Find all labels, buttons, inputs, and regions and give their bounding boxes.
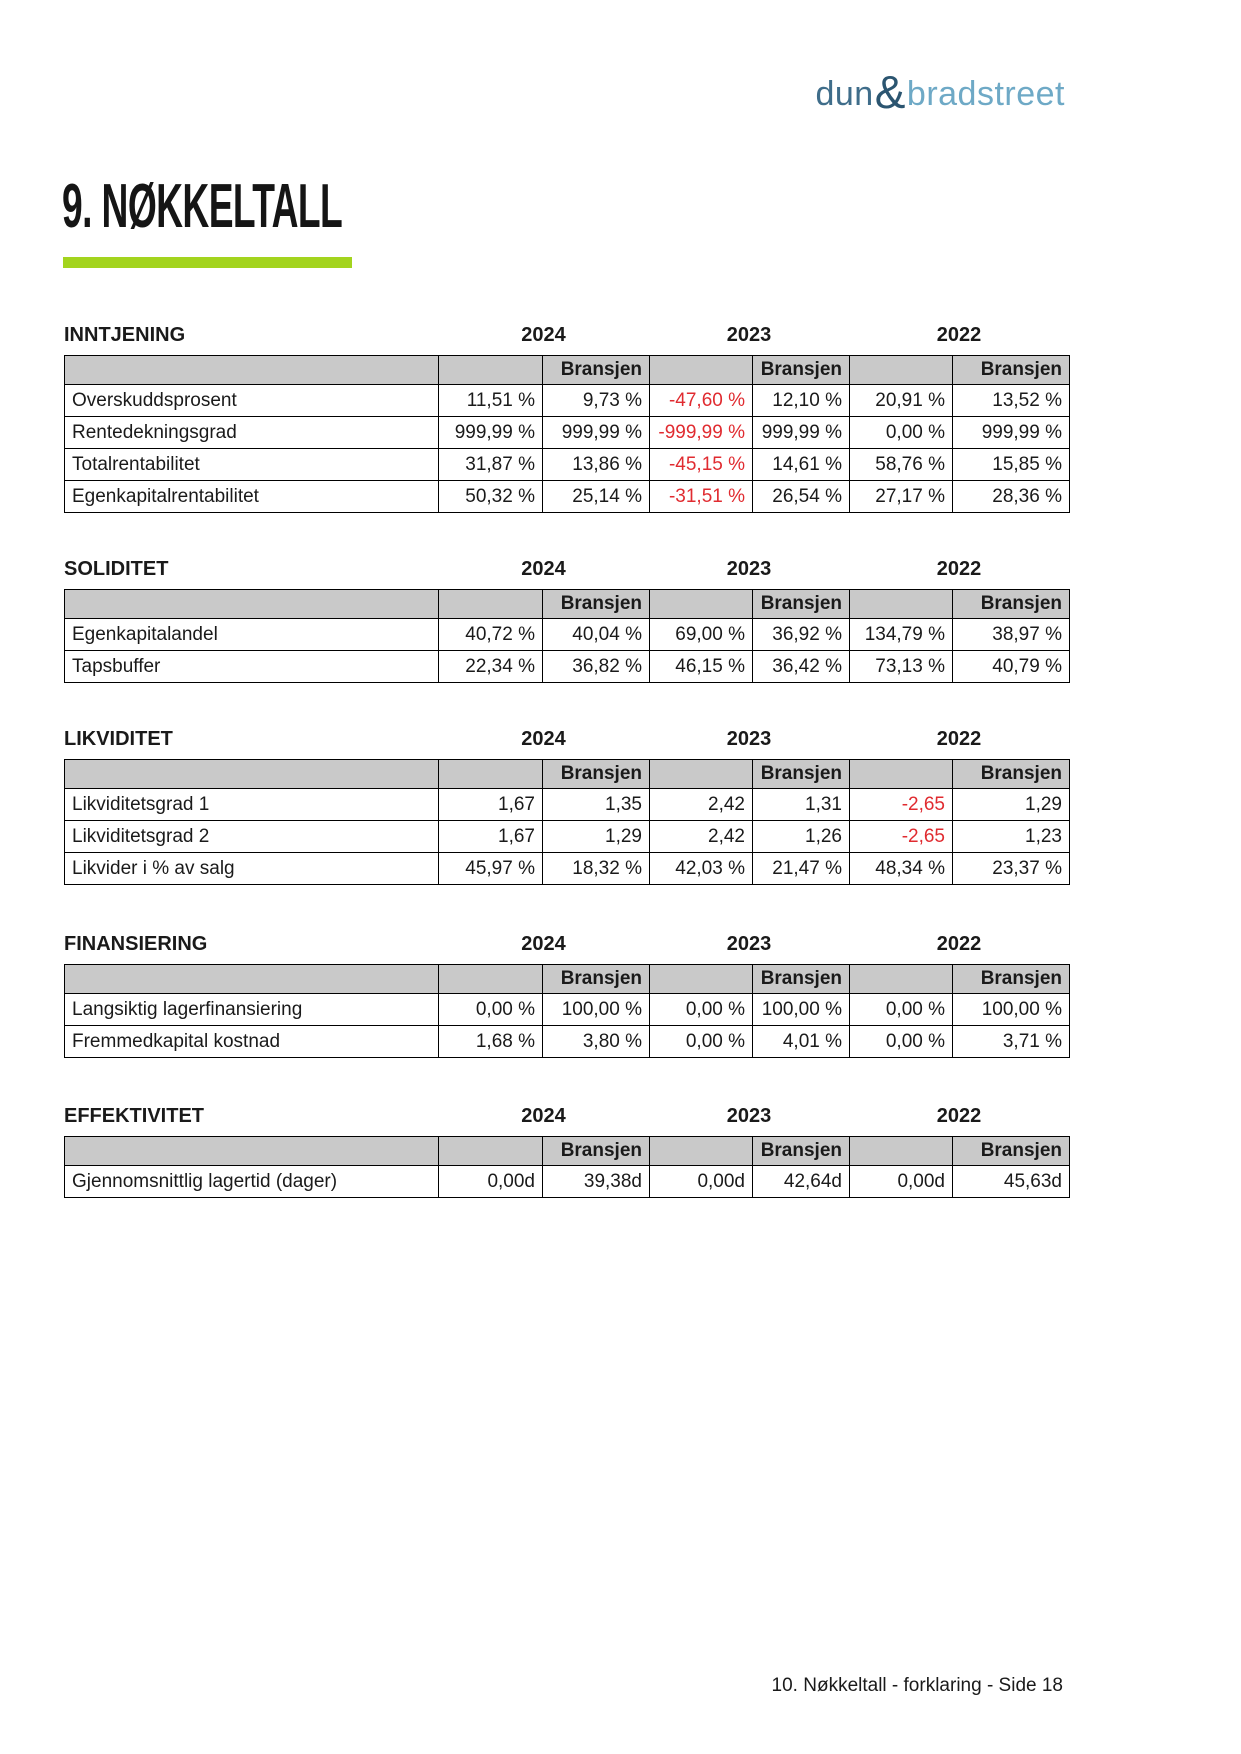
cell-value: 0,00 % (850, 994, 953, 1026)
cell-value: 73,13 % (850, 651, 953, 683)
header-company-cell (650, 1137, 753, 1166)
header-spacer-cell (65, 356, 439, 385)
cell-value: 1,23 (953, 821, 1070, 853)
cell-value: 27,17 % (850, 481, 953, 513)
dun-bradstreet-logo (815, 66, 1065, 118)
cell-value: 999,99 % (439, 417, 543, 449)
cell-value: 14,61 % (753, 449, 850, 481)
cell-value: 20,91 % (850, 385, 953, 417)
year-label: 2024 (521, 728, 566, 750)
table-header-row (65, 965, 1070, 994)
cell-value: 100,00 % (543, 994, 650, 1026)
cell-value: 40,79 % (953, 651, 1070, 683)
cell-value: 38,97 % (953, 619, 1070, 651)
cell-value: 18,32 % (543, 853, 650, 885)
section-soliditet (64, 558, 1069, 683)
section-effektivitet (64, 1105, 1069, 1198)
logo-text-dun: dun (815, 75, 874, 113)
cell-value: -2,65 (850, 789, 953, 821)
cell-value: 1,67 (439, 789, 543, 821)
page-title: 9. NØKKELTALL (62, 172, 343, 241)
cell-value: 45,97 % (439, 853, 543, 885)
cell-value: 1,26 (753, 821, 850, 853)
bransjen-header: Bransjen (953, 965, 1070, 994)
section-heading-row (64, 933, 1069, 955)
cell-value: 9,73 % (543, 385, 650, 417)
row-label: Overskuddsprosent (65, 385, 439, 417)
bransjen-header: Bransjen (753, 1137, 850, 1166)
cell-value: 48,34 % (850, 853, 953, 885)
section-heading-row (64, 1105, 1069, 1127)
cell-value: 69,00 % (650, 619, 753, 651)
table-header-row (65, 1137, 1070, 1166)
cell-value: -31,51 % (650, 481, 753, 513)
cell-value: 58,76 % (850, 449, 953, 481)
table-row (65, 1166, 1070, 1198)
table-header-row (65, 356, 1070, 385)
cell-value: 0,00 % (439, 994, 543, 1026)
table-header-row (65, 590, 1070, 619)
cell-value: 1,67 (439, 821, 543, 853)
header-company-cell (439, 965, 543, 994)
cell-value: -2,65 (850, 821, 953, 853)
cell-value: 999,99 % (953, 417, 1070, 449)
year-label: 2022 (936, 933, 982, 955)
bransjen-header: Bransjen (953, 590, 1070, 619)
cell-value: 40,72 % (439, 619, 543, 651)
bransjen-header: Bransjen (753, 590, 850, 619)
section-heading-row (64, 324, 1069, 346)
row-label: Fremmedkapital kostnad (65, 1026, 439, 1058)
cell-value: 0,00d (650, 1166, 753, 1198)
header-company-cell (650, 356, 753, 385)
bransjen-header: Bransjen (543, 356, 650, 385)
section-title: EFFEKTIVITET (64, 1105, 204, 1127)
row-label: Langsiktig lagerfinansiering (65, 994, 439, 1026)
row-label: Rentedekningsgrad (65, 417, 439, 449)
ratio-table (64, 355, 1070, 513)
year-label: 2023 (726, 324, 772, 346)
cell-value: 42,03 % (650, 853, 753, 885)
table-row (65, 385, 1070, 417)
ratio-table (64, 1136, 1070, 1198)
cell-value: 36,92 % (753, 619, 850, 651)
bransjen-header: Bransjen (753, 356, 850, 385)
row-label: Likviditetsgrad 1 (65, 789, 439, 821)
row-label: Egenkapitalandel (65, 619, 439, 651)
cell-value: 100,00 % (753, 994, 850, 1026)
cell-value: 0,00 % (650, 1026, 753, 1058)
year-label: 2023 (726, 558, 772, 580)
bransjen-header: Bransjen (953, 760, 1070, 789)
row-label: Likvider i % av salg (65, 853, 439, 885)
logo-text-bradstreet: bradstreet (906, 75, 1065, 113)
cell-value: 0,00 % (850, 1026, 953, 1058)
header-company-cell (650, 965, 753, 994)
table-row (65, 449, 1070, 481)
year-label: 2023 (726, 728, 772, 750)
cell-value: 13,52 % (953, 385, 1070, 417)
cell-value: 15,85 % (953, 449, 1070, 481)
cell-value: 23,37 % (953, 853, 1070, 885)
header-company-cell (850, 760, 953, 789)
cell-value: 21,47 % (753, 853, 850, 885)
section-finansiering (64, 933, 1069, 1058)
bransjen-header: Bransjen (753, 760, 850, 789)
cell-value: 22,34 % (439, 651, 543, 683)
cell-value: 46,15 % (650, 651, 753, 683)
year-label: 2023 (726, 1105, 772, 1127)
header-company-cell (650, 760, 753, 789)
year-label: 2023 (726, 933, 772, 955)
cell-value: -999,99 % (650, 417, 753, 449)
section-heading-row (64, 558, 1069, 580)
cell-value: 50,32 % (439, 481, 543, 513)
table-row (65, 789, 1070, 821)
cell-value: 13,86 % (543, 449, 650, 481)
table-row (65, 481, 1070, 513)
section-title: INNTJENING (64, 324, 186, 346)
year-label: 2022 (936, 558, 982, 580)
cell-value: 3,71 % (953, 1026, 1070, 1058)
cell-value: 0,00d (439, 1166, 543, 1198)
logo-ampersand-icon: & (874, 66, 906, 118)
cell-value: 36,82 % (543, 651, 650, 683)
bransjen-header: Bransjen (953, 356, 1070, 385)
table-row (65, 853, 1070, 885)
header-company-cell (850, 965, 953, 994)
cell-value: 0,00 % (650, 994, 753, 1026)
cell-value: 42,64d (753, 1166, 850, 1198)
cell-value: 36,42 % (753, 651, 850, 683)
header-spacer-cell (65, 1137, 439, 1166)
cell-value: 3,80 % (543, 1026, 650, 1058)
cell-value: 39,38d (543, 1166, 650, 1198)
page-footer: 10. Nøkkeltall - forklaring - Side 18 (771, 1675, 1063, 1696)
table-row (65, 651, 1070, 683)
header-company-cell (850, 1137, 953, 1166)
cell-value: 31,87 % (439, 449, 543, 481)
header-spacer-cell (65, 965, 439, 994)
cell-value: 1,29 (953, 789, 1070, 821)
section-heading-row (64, 728, 1069, 750)
row-label: Totalrentabilitet (65, 449, 439, 481)
cell-value: 134,79 % (850, 619, 953, 651)
bransjen-header: Bransjen (953, 1137, 1070, 1166)
cell-value: 1,29 (543, 821, 650, 853)
cell-value: 999,99 % (753, 417, 850, 449)
cell-value: 1,31 (753, 789, 850, 821)
header-company-cell (650, 590, 753, 619)
year-label: 2022 (936, 1105, 982, 1127)
year-label: 2024 (521, 324, 566, 346)
header-spacer-cell (65, 760, 439, 789)
section-title: LIKVIDITET (64, 728, 173, 750)
cell-value: 0,00 % (850, 417, 953, 449)
ratio-table (64, 759, 1070, 885)
ratio-table (64, 964, 1070, 1058)
cell-value: 28,36 % (953, 481, 1070, 513)
cell-value: -47,60 % (650, 385, 753, 417)
cell-value: 12,10 % (753, 385, 850, 417)
bransjen-header: Bransjen (543, 965, 650, 994)
header-company-cell (439, 590, 543, 619)
row-label: Likviditetsgrad 2 (65, 821, 439, 853)
year-label: 2022 (936, 728, 982, 750)
table-row (65, 1026, 1070, 1058)
cell-value: 999,99 % (543, 417, 650, 449)
header-company-cell (850, 356, 953, 385)
section-inntjening (64, 324, 1069, 513)
table-row (65, 619, 1070, 651)
year-label: 2024 (521, 933, 566, 955)
cell-value: 11,51 % (439, 385, 543, 417)
title-accent-bar (63, 257, 352, 268)
cell-value: 100,00 % (953, 994, 1070, 1026)
table-header-row (65, 760, 1070, 789)
bransjen-header: Bransjen (543, 590, 650, 619)
row-label: Egenkapitalrentabilitet (65, 481, 439, 513)
year-label: 2024 (521, 558, 566, 580)
ratio-table (64, 589, 1070, 683)
bransjen-header: Bransjen (753, 965, 850, 994)
bransjen-header: Bransjen (543, 760, 650, 789)
table-row (65, 821, 1070, 853)
cell-value: 2,42 (650, 789, 753, 821)
header-spacer-cell (65, 590, 439, 619)
header-company-cell (439, 356, 543, 385)
cell-value: 4,01 % (753, 1026, 850, 1058)
section-title: SOLIDITET (64, 558, 169, 580)
cell-value: 40,04 % (543, 619, 650, 651)
cell-value: 1,35 (543, 789, 650, 821)
section-likviditet (64, 728, 1069, 885)
cell-value: 0,00d (850, 1166, 953, 1198)
year-label: 2024 (521, 1105, 566, 1127)
table-row (65, 417, 1070, 449)
bransjen-header: Bransjen (543, 1137, 650, 1166)
header-company-cell (439, 1137, 543, 1166)
cell-value: 25,14 % (543, 481, 650, 513)
cell-value: 1,68 % (439, 1026, 543, 1058)
section-title: FINANSIERING (64, 933, 208, 955)
table-row (65, 994, 1070, 1026)
header-company-cell (850, 590, 953, 619)
row-label: Tapsbuffer (65, 651, 439, 683)
cell-value: 45,63d (953, 1166, 1070, 1198)
header-company-cell (439, 760, 543, 789)
year-label: 2022 (936, 324, 982, 346)
cell-value: -45,15 % (650, 449, 753, 481)
cell-value: 26,54 % (753, 481, 850, 513)
row-label: Gjennomsnittlig lagertid (dager) (65, 1166, 439, 1198)
cell-value: 2,42 (650, 821, 753, 853)
